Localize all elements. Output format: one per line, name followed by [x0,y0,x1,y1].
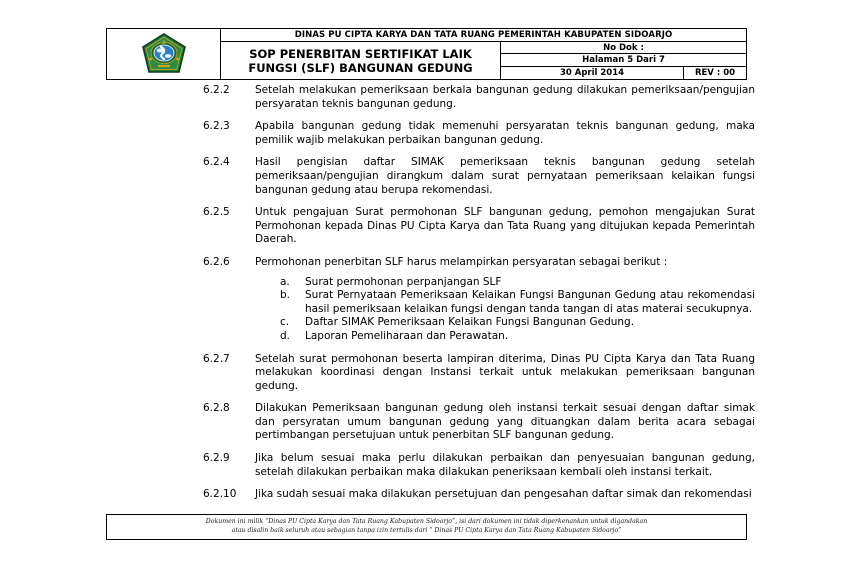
document-meta-cell [501,42,746,79]
subitem-text: Surat permohonan perpanjangan SLF [305,275,502,288]
clause-number: 6.2.7 [203,352,230,365]
document-footer [106,514,747,540]
clause-6-2-9 [0,452,847,479]
clause-6-2-6 [0,256,847,270]
subitem-d [280,330,755,344]
clause-6-2-8 [0,402,847,443]
clause-6-2-5 [0,206,847,247]
clause-6-2-2 [0,84,847,111]
document-header-table [106,28,747,80]
clause-6-2-4 [0,156,847,197]
organization-title: DINAS PU CIPTA KARYA DAN TATA RUANG PEMERINTAH KABUPATEN SIDOARJO [221,29,746,42]
subitem-text: Daftar SIMAK Pemeriksaan Kelaikan Fungsi Bangunan Gedung. [305,316,635,329]
clause-text: Jika sudah sesuai maka dilakukan persetujuan dan pengesahan daftar simak dan rekomendasi [255,488,752,501]
clause-6-2-10 [0,488,847,502]
subitem-letter: a. [280,275,290,288]
subitem-a [280,276,755,290]
clause-number: 6.2.8 [203,402,230,415]
clause-number: 6.2.9 [203,452,230,465]
footer-line-2: atau disalin baik seluruh atau sebagian tanpa izin tertulis dari “ Dinas PU Cipta Karya dan Tata Ruang Kabupaten Sidoarjo” [231,526,622,534]
sop-title-line1: SOP PENERBITAN SERTIFIKAT LAIK [249,46,472,61]
footer-line-1: Dokumen ini milik “Dinas PU Cipta Karya dan Tata Ruang Kabupaten Sidoarjo”, isi dari dokumen ini tidak diperkenankan untuk digandakan [205,518,648,525]
clause-number: 6.2.5 [203,206,230,219]
subitem-letter: b. [280,289,291,302]
clause-number: 6.2.2 [203,84,230,96]
subitem-letter: d. [280,329,291,342]
clause-number: 6.2.10 [203,488,237,501]
subitem-text: Laporan Pemeliharaan dan Perawatan. [305,329,509,342]
clause-number: 6.2.6 [203,255,230,268]
sop-title-cell [221,42,501,79]
sop-title-line2: FUNGSI (SLF) BANGUNAN GEDUNG [248,60,473,75]
subitem-c [280,316,755,330]
clause-6-2-3 [0,120,847,147]
logo-cell [107,29,221,79]
clause-text: Hasil pengisian daftar SIMAK pemeriksaan teknis bangunan gedung setelah pemeriksaan/pengujian dirangkum dalam surat pernyataan pemeriksaan kelaikan fungsi bangunan gedung atau berupa rekomendasi. [255,156,755,196]
clause-text: Apabila bangunan gedung tidak memenuhi persyaratan teknis bangunan gedung, maka pemilik wajib melakukan perbaikan bangunan gedung. [255,120,755,146]
subitem-letter: c. [280,316,290,329]
clause-text: Setelah surat permohonan beserta lampiran diterima, Dinas PU Cipta Karya dan Tata Ruang melakukan koordinasi dengan Instansi terkait untuk melakukan pemeriksaan bangunan gedung. [255,352,755,392]
header-right [221,29,746,79]
doc-number-label: No Dok : [501,42,746,54]
clause-text: Jika belum sesuai maka perlu dilakukan perbaikan dan penyesuaian bangunan gedung, setelah dilakukan perbaikan maka dilakukan peneriksaan kembali oleh instansi terkait. [255,452,755,478]
document-date: 30 April 2014 [501,67,684,79]
clause-text: Untuk pengajuan Surat permohonan SLF bangunan gedung, pemohon mengajukan Surat Permohonan kepada Dinas PU Cipta Karya dan Tata Ruang yang ditujukan kepada Pemerintah Daerah. [255,206,755,246]
page-number-label: Halaman 5 Dari 7 [501,54,746,66]
clause-text: Permohonan penerbitan SLF harus melampirkan persyaratan sebagai berikut : [255,255,668,268]
subitem-text: Surat Pernyataan Pemeriksaan Kelaikan Fungsi Bangunan Gedung atau rekomendasi hasil pemeriksaan kelaikan fungsi dengan tanda tangan di atas materai secukupnya. [305,289,755,315]
sidoarjo-regency-emblem-icon [141,32,187,76]
clause-number: 6.2.3 [203,120,230,133]
clause-text: Dilakukan Pemeriksaan bangunan gedung oleh instansi terkait sesuai dengan daftar simak dan persyratan umum bangunan gedung yang dituangkan dalam berita acara sebagai pertimbangan persetujuan untuk penerbitan SLF bangunan gedung. [255,402,755,442]
header-info-row [221,42,746,79]
date-revision-row [501,67,746,79]
document-body [0,84,847,511]
clause-number: 6.2.4 [203,156,230,169]
clause-6-2-7 [0,353,847,394]
clause-6-2-6-subitems [0,276,847,344]
clause-text: Setelah melakukan pemeriksaan berkala bangunan gedung dilakukan pemeriksaan/pengujian persyaratan teknis bangunan gedung. [255,84,755,110]
subitem-b [280,289,755,316]
revision-number: REV : 00 [694,67,736,78]
